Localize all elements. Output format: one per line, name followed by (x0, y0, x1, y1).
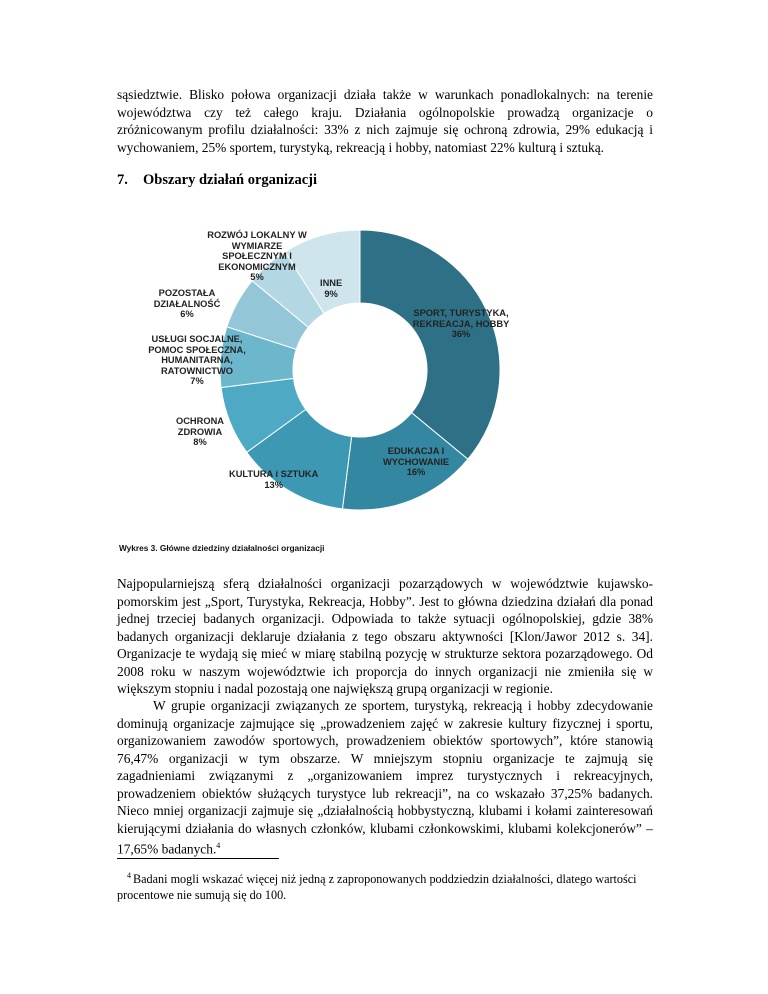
paragraph-3 (117, 697, 653, 858)
paragraph-2: Najpopularniejszą sferą działalności organizacji pozarządowych w województwie kujawsko-pomorskim jest „Sport, Turystyka, Rekreacja, Hobby”. Jest to główna dziedzina działań dla ponad jednej trzeciej badanych organizacji. Odpowiada to także sytuacji ogólnopolskiej, gdzie 38% badanych organizacji deklaruje działania z tego obszaru aktywności [Klon/Jawor 2012 s. 34]. Organizacje te wydają się mieć w miarę stabilną pozycję w strukturze sektora pozarządowego. Od 2008 roku w naszym województwie ich proporcja do innych organizacji nie zmieniła się w większym stopniu i nadal pozostają one największą grupą organizacji w regionie. (117, 576, 653, 696)
label-edukacja-value: 16% (406, 467, 426, 478)
label-kultura-value: 13% (264, 479, 283, 490)
label-edukacja (371, 446, 461, 478)
footnote-text: Badani mogli wskazać więcej niż jedną z zaproponowanych poddziedzin działalności, dlatego wartości procentowe nie sumują się do 100. (117, 872, 637, 903)
label-kultura (229, 469, 318, 490)
section-title: Obszary działań organizacji (143, 172, 317, 188)
label-sport-name: SPORT, TURYSTYKA, REKREACJA, HOBBY (412, 308, 510, 329)
label-uslugi-value: 7% (190, 376, 204, 387)
label-ochrona (169, 416, 231, 448)
footnote-reference: 4 (216, 841, 221, 850)
label-uslugi (145, 334, 249, 387)
label-ochrona-value: 8% (193, 437, 207, 448)
paragraph-3-text: W grupie organizacji związanych ze sportem, turystyką, rekreacją i hobby zdecydowanie dominują organizacje zajmujące się „prowadzeniem zajęć w zakresie kultury fizycznej i sportu, organizowaniem zawodów sportowych, prowadzeniem obiektów sportowych”, które stanowią 76,47% organizacji w tym obszarze. W mniejszym stopniu organizacje te zajmują się zagadnieniami związanymi z „organizowaniem imprez turystycznych i rekreacyjnych, prowadzeniem obiektów służących turystyce lub rekreacji”, na co wskazało 37,25% badanych. Nieco mniej organizacji zajmuje się „działalnością hobbystyczną, klubami i kołami zainteresowań kierującymi działania do własnych członków, klubami członkowskimi, klubami kolekcjonerów” – 17,65% badanych. (117, 698, 653, 857)
label-uslugi-name: USŁUGI SOCJALNE, POMOC SPOŁECZNA, HUMANITARNA, RATOWNICTWO (148, 334, 246, 376)
label-rozwoj-value: 5% (250, 272, 264, 283)
footnote (117, 868, 653, 903)
section-heading (117, 172, 317, 189)
label-ochrona-name: OCHRONA ZDROWIA (175, 416, 225, 437)
footnote-mark: 4 (127, 871, 131, 880)
label-inne (320, 278, 342, 299)
label-pozostala (149, 288, 225, 320)
donut-chart (117, 226, 537, 516)
chart-caption: Wykres 3. Główne dziedziny działalności organizacji (119, 543, 325, 553)
label-kultura-name: KULTURA i SZTUKA (229, 469, 319, 479)
label-inne-value: 9% (324, 288, 338, 299)
donut-slice-sport (360, 230, 500, 459)
footnote-rule (117, 858, 279, 859)
label-sport-value: 36% (451, 329, 471, 340)
section-number: 7. (117, 172, 128, 188)
label-inne-name: INNE (320, 278, 343, 288)
label-rozwoj (203, 230, 311, 283)
label-rozwoj-name: ROZWÓJ LOKALNY W WYMIARZE SPOŁECZNYM I EKONOMICZNYM (207, 230, 307, 272)
label-pozostala-name: POZOSTAŁA DZIAŁALNOŚĆ (153, 288, 221, 309)
label-sport (402, 308, 520, 340)
label-pozostala-value: 6% (180, 309, 194, 320)
intro-paragraph: sąsiedztwie. Blisko połowa organizacji działa także w warunkach ponadlokalnych: na terenie województwa czy też całego kraju. Działania ogólnopolskie prowadzą organizacje o zróżnicowanym profilu działalności: 33% z nich zajmuje się ochroną zdrowia, 29% edukacją i wychowaniem, 25% sportem, turystyką, rekreacją i hobby, natomiast 22% kulturą i sztuką. (117, 87, 653, 155)
label-edukacja-name: EDUKACJA I WYCHOWANIE (382, 446, 450, 467)
